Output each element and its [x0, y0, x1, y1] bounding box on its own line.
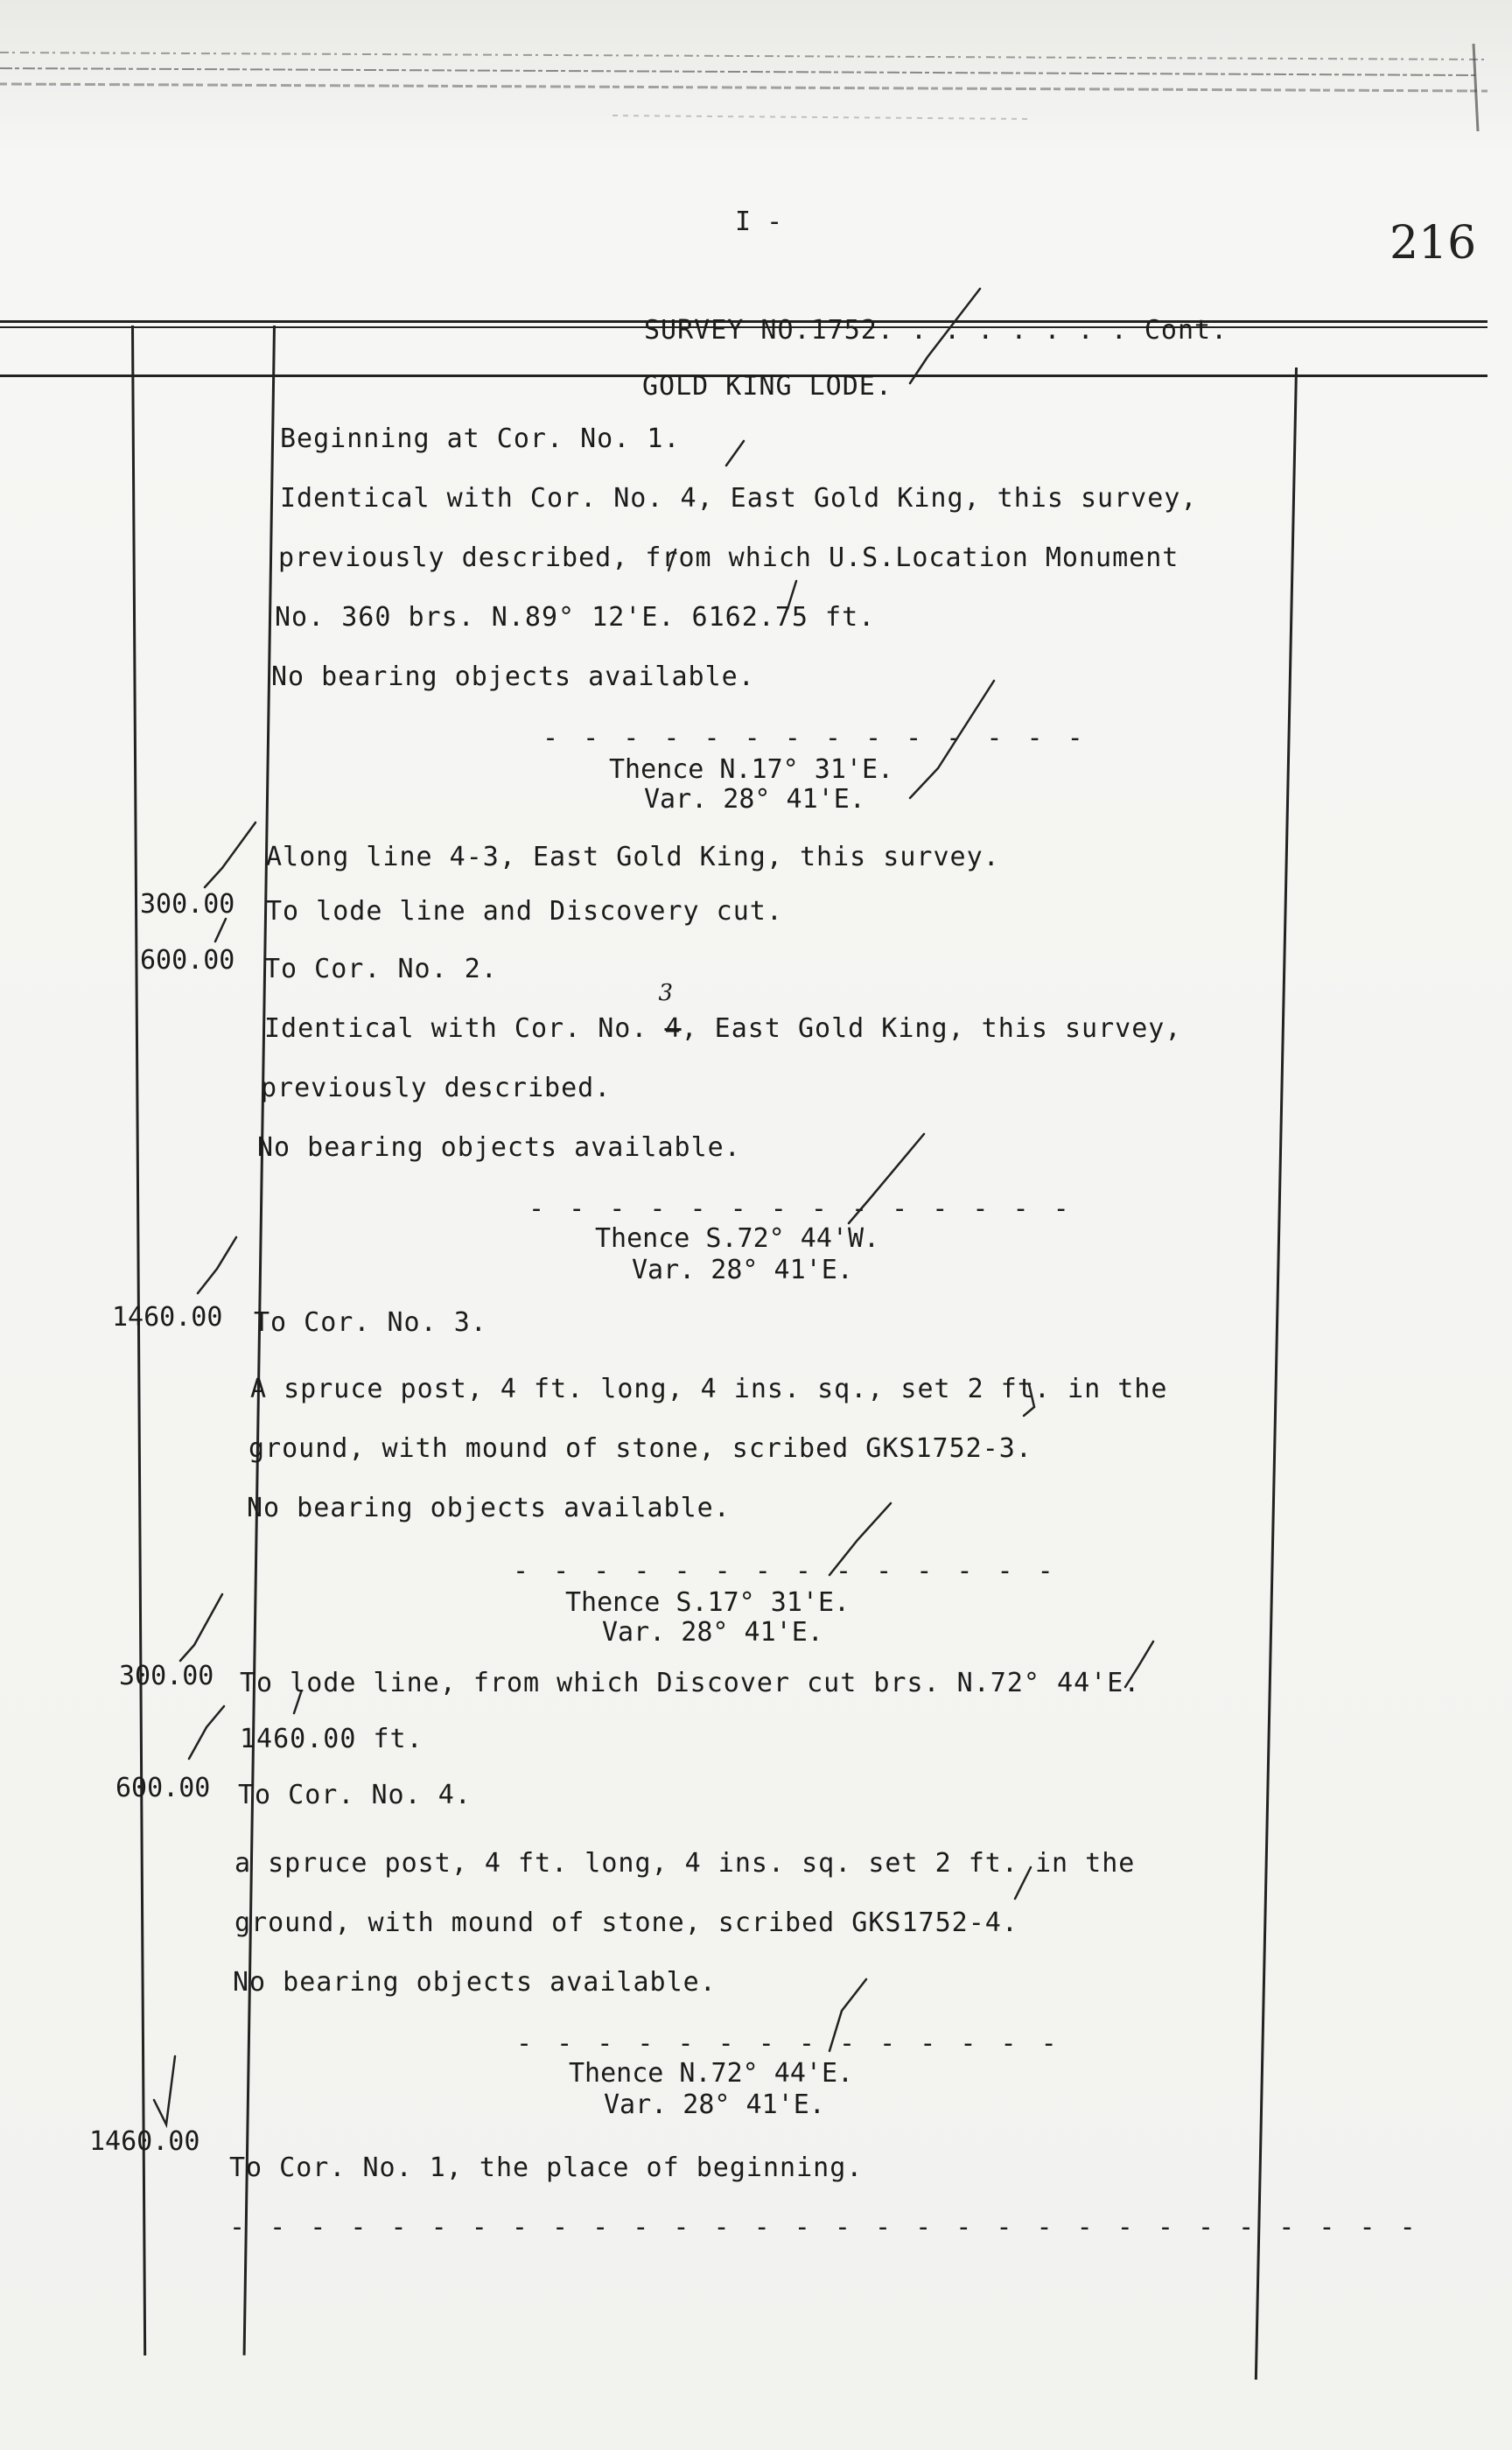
- corner-2-line-1-end: , East Gold King, this survey,: [681, 1013, 1182, 1044]
- leg-2-note-1: To Cor. No. 3.: [254, 1307, 487, 1338]
- dash-rule-4: - - - - - - - - - - - - - -: [516, 2028, 1061, 2059]
- check-mark: [180, 1594, 222, 1661]
- course-1-bearing: Thence N.17° 31'E.: [609, 754, 894, 785]
- corner-1-line-5: No bearing objects available.: [271, 662, 755, 692]
- corner-2-line-2: previously described.: [261, 1073, 612, 1103]
- end-dash-rule: - - - - - - - - - - - - - - - - - - - - - - - - - - - - - -: [229, 2212, 1420, 2243]
- course-3-variation: Var. 28° 41'E.: [602, 1617, 823, 1648]
- distance-column-rule: [243, 326, 276, 2356]
- corner-1-line-3: previously described, from which U.S.Location Monument: [278, 542, 1180, 573]
- survey-title: SURVEY NO.1752. . . . . . . . Cont.: [644, 315, 1228, 346]
- corner-2-line-1-start: Identical with Cor. No.: [264, 1013, 665, 1044]
- corner-1-line-1: Beginning at Cor. No. 1.: [280, 424, 681, 454]
- course-3-bearing: Thence S.17° 31'E.: [565, 1587, 850, 1618]
- leg-1-note-2: To lode line and Discovery cut.: [266, 896, 783, 927]
- corner-2-line-1: [264, 980, 1182, 1044]
- leg-1-note-1: Along line 4-3, East Gold King, this survey.: [266, 842, 1000, 872]
- dash-rule-1: - - - - - - - - - - - - - -: [542, 723, 1088, 753]
- check-mark: [726, 441, 744, 466]
- course-2-bearing: Thence S.72° 44'W.: [595, 1223, 880, 1254]
- course-4-bearing: Thence N.72° 44'E.: [569, 2058, 854, 2089]
- lode-title: GOLD KING LODE.: [642, 371, 892, 402]
- corner-1-line-4: No. 360 brs. N.89° 12'E. 6162.75 ft.: [275, 602, 876, 633]
- leg-3-note-3: To Cor. No. 4.: [238, 1780, 472, 1810]
- check-mark: [198, 1237, 236, 1293]
- leg-1-distance-2: 300.00: [140, 889, 235, 920]
- leg-3-distance-1: 300.00: [119, 1661, 214, 1691]
- course-2-variation: Var. 28° 41'E.: [632, 1255, 853, 1285]
- check-mark: [154, 2056, 175, 2124]
- corner-3-line-3: No bearing objects available.: [247, 1493, 731, 1523]
- check-mark: [205, 822, 256, 887]
- corner-2-line-3: No bearing objects available.: [257, 1132, 741, 1163]
- leg-4-note-1: To Cor. No. 1, the place of beginning.: [229, 2152, 864, 2183]
- dash-rule-2: - - - - - - - - - - - - - -: [528, 1194, 1074, 1224]
- inserted-corner-number: 3: [658, 980, 675, 1006]
- leg-3-note-1: To lode line, from which Discover cut brs. N.72° 44'E.: [240, 1668, 1141, 1698]
- corner-4-line-1: a spruce post, 4 ft. long, 4 ins. sq. set 2 ft. in the: [234, 1848, 1136, 1879]
- left-margin-rule: [131, 326, 146, 2356]
- corner-3-line-1: A spruce post, 4 ft. long, 4 ins. sq., set 2 ft. in the: [250, 1374, 1168, 1404]
- header-mark: I -: [735, 206, 783, 237]
- corner-4-line-3: No bearing objects available.: [233, 1967, 717, 1998]
- leg-2-distance-1: 1460.00: [112, 1302, 223, 1333]
- course-4-variation: Var. 28° 41'E.: [604, 2090, 825, 2120]
- corner-1-line-2: Identical with Cor. No. 4, East Gold King, this survey,: [280, 483, 1198, 514]
- corner-3-line-2: ground, with mound of stone, scribed GKS1752-3.: [248, 1433, 1032, 1464]
- corner-4-line-2: ground, with mound of stone, scribed GKS1752-4.: [234, 1908, 1018, 1938]
- page-number: 216: [1390, 217, 1477, 270]
- leg-4-distance-1: 1460.00: [89, 2126, 200, 2157]
- leg-3-note-2: 1460.00 ft.: [240, 1724, 424, 1754]
- right-margin-rule: [1255, 368, 1298, 2380]
- course-1-variation: Var. 28° 41'E.: [644, 784, 865, 815]
- scan-noise: [0, 35, 1488, 131]
- check-mark: [215, 919, 226, 942]
- leg-1-note-3: To Cor. No. 2.: [264, 954, 498, 984]
- check-mark: [189, 1706, 224, 1759]
- leg-1-distance-3: 600.00: [140, 945, 235, 976]
- struck-corner-number: 4: [664, 1013, 682, 1044]
- dash-rule-3: - - - - - - - - - - - - - -: [513, 1556, 1058, 1586]
- leg-3-distance-3: 600.00: [116, 1773, 211, 1803]
